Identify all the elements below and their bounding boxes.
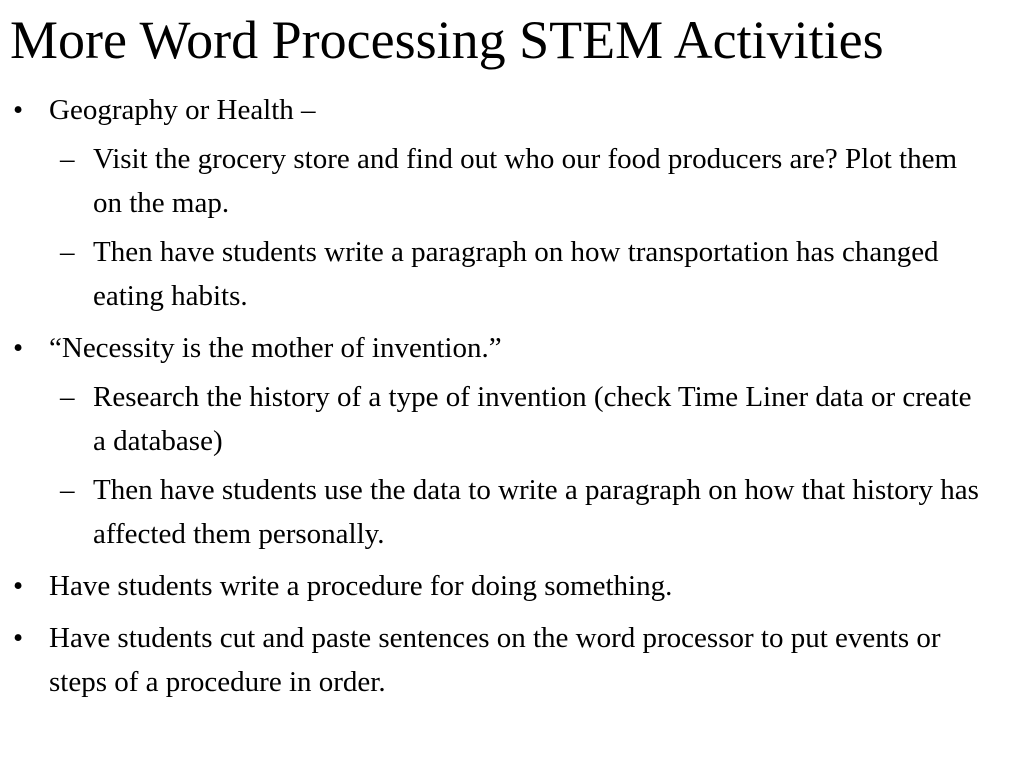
bullet-icon: • bbox=[13, 94, 24, 126]
bullet-item bbox=[0, 564, 1024, 608]
dash-icon: – bbox=[60, 474, 75, 506]
sub-bullet-text: Then have students use the data to write a paragraph on how that history has affected them personally. bbox=[93, 474, 979, 550]
bullet-icon: • bbox=[13, 332, 24, 364]
sub-bullet-text: Then have students write a paragraph on how transportation has changed eating habits. bbox=[93, 236, 939, 312]
slide-body bbox=[0, 88, 1024, 704]
sub-bullet-item bbox=[0, 375, 1024, 463]
dash-icon: – bbox=[60, 143, 75, 175]
bullet-item bbox=[0, 88, 1024, 132]
bullet-text: Have students write a procedure for doing something. bbox=[49, 570, 673, 602]
sub-bullet-item bbox=[0, 230, 1024, 318]
sub-bullet-text: Research the history of a type of invention (check Time Liner data or create a database) bbox=[93, 381, 972, 457]
bullet-item bbox=[0, 616, 1024, 704]
bullet-text: Have students cut and paste sentences on the word processor to put events or steps of a procedure in order. bbox=[49, 622, 941, 698]
bullet-item bbox=[0, 326, 1024, 370]
dash-icon: – bbox=[60, 381, 75, 413]
slide-title: More Word Processing STEM Activities bbox=[10, 10, 884, 70]
sub-bullet-text: Visit the grocery store and find out who our food producers are? Plot them on the map. bbox=[93, 143, 958, 219]
sub-bullet-item bbox=[0, 137, 1024, 225]
bullet-icon: • bbox=[13, 622, 24, 654]
bullet-text: Geography or Health – bbox=[49, 94, 316, 126]
bullet-text: “Necessity is the mother of invention.” bbox=[49, 332, 502, 364]
sub-bullet-item bbox=[0, 468, 1024, 556]
dash-icon: – bbox=[60, 236, 75, 268]
bullet-icon: • bbox=[13, 570, 24, 602]
